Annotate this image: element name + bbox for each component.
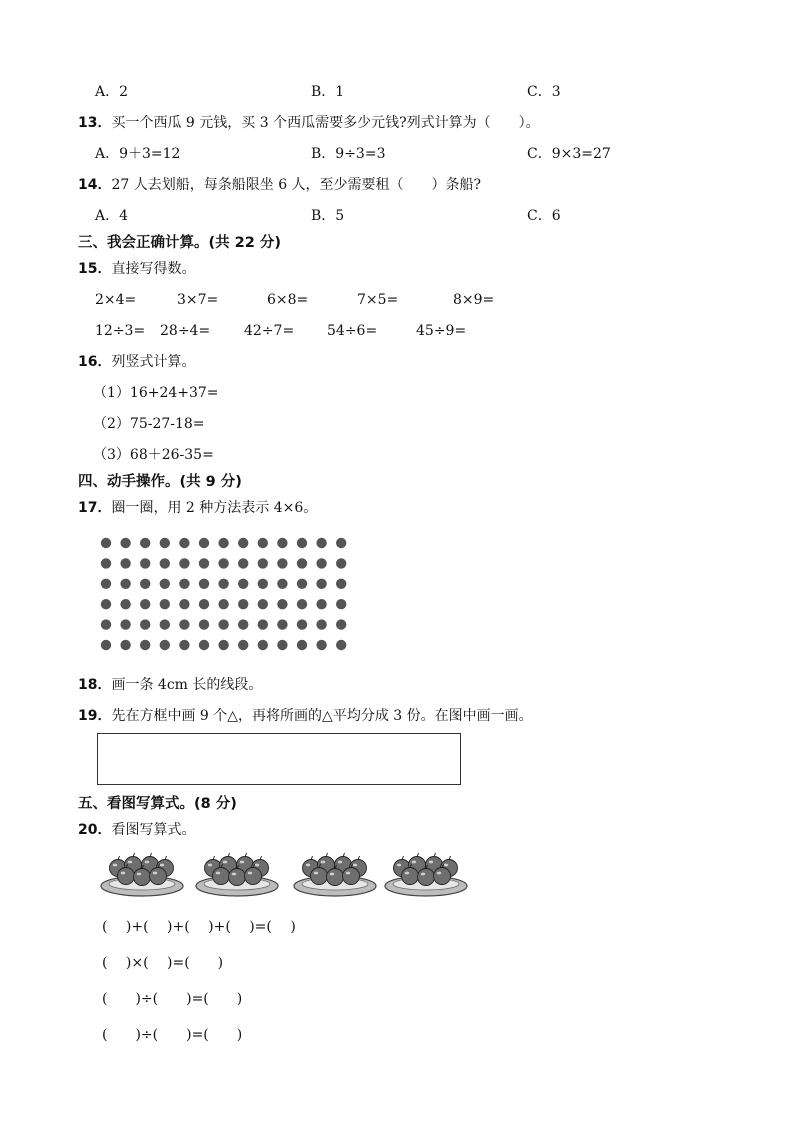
question-15 xyxy=(78,260,195,278)
dot xyxy=(277,558,287,568)
dot xyxy=(179,619,189,629)
dot xyxy=(160,619,170,629)
section-4-title: 四、动手操作。(共 9 分) xyxy=(78,474,242,490)
dot xyxy=(336,579,346,589)
dot xyxy=(297,579,307,589)
dot xyxy=(238,619,248,629)
dot xyxy=(101,558,111,568)
dot xyxy=(218,579,228,589)
dot xyxy=(199,538,209,548)
dot xyxy=(277,538,287,548)
dot xyxy=(179,599,189,609)
question-number: 14． xyxy=(78,177,112,193)
dot xyxy=(160,579,170,589)
question-text: 画一条 4cm 长的线段。 xyxy=(111,677,263,693)
dot xyxy=(179,579,189,589)
apple-plates-figure xyxy=(100,852,480,902)
dot xyxy=(101,619,111,629)
dot xyxy=(199,619,209,629)
dot xyxy=(238,579,248,589)
calc-item: 2×4= xyxy=(95,292,137,308)
calc-item: 45÷9= xyxy=(416,323,467,339)
apple xyxy=(343,868,360,885)
dot xyxy=(336,599,346,609)
apple xyxy=(150,868,167,885)
dot xyxy=(199,579,209,589)
dot xyxy=(218,640,228,650)
apple xyxy=(434,868,451,885)
apple xyxy=(327,869,344,886)
formula-addition[interactable]: ( )+( )+( )+( )=( ) xyxy=(102,919,296,935)
calc-item: 54÷6= xyxy=(327,323,378,339)
dot xyxy=(258,640,268,650)
dot xyxy=(140,619,150,629)
q12-option-a[interactable]: A．2 xyxy=(95,84,129,100)
question-text: 圈一圈，用 2 种方法表示 4×6。 xyxy=(111,500,318,516)
apple xyxy=(213,868,230,885)
apple xyxy=(311,868,328,885)
apple xyxy=(229,869,246,886)
plate-of-apples xyxy=(101,853,183,896)
dot xyxy=(218,558,228,568)
q13-option-b[interactable]: B．9÷3=3 xyxy=(311,146,386,162)
dot xyxy=(297,640,307,650)
dot xyxy=(336,619,346,629)
dot xyxy=(218,599,228,609)
section-3-title: 三、我会正确计算。(共 22 分) xyxy=(78,235,282,251)
question-16 xyxy=(78,353,195,371)
dot xyxy=(120,579,130,589)
question-number: 18． xyxy=(78,677,112,693)
dot xyxy=(101,538,111,548)
q13-option-c[interactable]: C．9×3=27 xyxy=(527,146,611,162)
dot xyxy=(258,579,268,589)
dot xyxy=(277,599,287,609)
question-13 xyxy=(78,114,540,132)
apple xyxy=(418,869,435,886)
apple xyxy=(402,868,419,885)
dot xyxy=(120,619,130,629)
dot xyxy=(277,579,287,589)
question-number: 20． xyxy=(78,822,112,838)
drawing-box[interactable] xyxy=(97,733,461,785)
q14-option-c[interactable]: C．6 xyxy=(527,208,561,224)
dot-array-figure[interactable] xyxy=(100,535,362,655)
apple xyxy=(245,868,262,885)
dot xyxy=(120,640,130,650)
question-text: 直接写得数。 xyxy=(111,261,196,277)
vertical-calc-item: （1）16+24+37= xyxy=(93,385,219,401)
question-20 xyxy=(78,821,195,839)
dot xyxy=(297,619,307,629)
q14-option-a[interactable]: A．4 xyxy=(95,208,129,224)
question-17 xyxy=(78,499,317,517)
vertical-calc-item: （3）68＋26-35= xyxy=(93,447,214,463)
dot xyxy=(258,599,268,609)
dot xyxy=(238,558,248,568)
section-5-title: 五、看图写算式。(8 分) xyxy=(78,796,237,812)
dot xyxy=(238,640,248,650)
question-text: 列竖式计算。 xyxy=(111,354,196,370)
q12-option-b[interactable]: B．1 xyxy=(311,84,345,100)
dot xyxy=(316,640,326,650)
calc-item: 12÷3= xyxy=(95,323,146,339)
question-text: 先在方框中画 9 个△，再将所画的△平均分成 3 份。在图中画一画。 xyxy=(111,708,533,724)
dot xyxy=(199,599,209,609)
dot xyxy=(297,599,307,609)
formula-division-2[interactable]: ( )÷( )=( ) xyxy=(102,1027,243,1043)
apple xyxy=(134,869,151,886)
dot xyxy=(140,640,150,650)
dot xyxy=(316,558,326,568)
plate-of-apples xyxy=(385,853,467,896)
dot xyxy=(101,640,111,650)
formula-division-1[interactable]: ( )÷( )=( ) xyxy=(102,991,243,1007)
calc-item: 8×9= xyxy=(453,292,495,308)
question-number: 16． xyxy=(78,354,112,370)
dot xyxy=(120,599,130,609)
question-text: 买一个西瓜 9 元钱，买 3 个西瓜需要多少元钱?列式计算为（ ）。 xyxy=(111,115,540,131)
dot xyxy=(336,558,346,568)
dot xyxy=(179,538,189,548)
dot xyxy=(140,558,150,568)
question-number: 19． xyxy=(78,708,112,724)
q12-option-c[interactable]: C．3 xyxy=(527,84,561,100)
dot xyxy=(316,538,326,548)
question-number: 17． xyxy=(78,500,112,516)
dot xyxy=(160,538,170,548)
dot xyxy=(120,538,130,548)
dot xyxy=(316,599,326,609)
q13-option-a[interactable]: A．9＋3=12 xyxy=(95,146,181,162)
dot xyxy=(238,538,248,548)
dot xyxy=(179,640,189,650)
q14-option-b[interactable]: B．5 xyxy=(311,208,345,224)
dot xyxy=(316,579,326,589)
dot xyxy=(140,538,150,548)
dot xyxy=(218,538,228,548)
dot xyxy=(336,538,346,548)
calc-item: 28÷4= xyxy=(160,323,211,339)
dot xyxy=(218,619,228,629)
dot xyxy=(277,640,287,650)
dot xyxy=(101,579,111,589)
dot xyxy=(258,538,268,548)
dot xyxy=(336,640,346,650)
plate-of-apples xyxy=(294,853,376,896)
dot xyxy=(160,599,170,609)
question-18 xyxy=(78,676,262,694)
dot xyxy=(277,619,287,629)
dot xyxy=(297,558,307,568)
dot xyxy=(199,640,209,650)
question-14 xyxy=(78,176,481,194)
question-text: 看图写算式。 xyxy=(111,822,196,838)
dot xyxy=(258,558,268,568)
dot xyxy=(258,619,268,629)
dot xyxy=(199,558,209,568)
dot xyxy=(120,558,130,568)
dot xyxy=(140,599,150,609)
dot xyxy=(160,640,170,650)
dot xyxy=(238,599,248,609)
dot xyxy=(101,599,111,609)
question-number: 13． xyxy=(78,115,112,131)
dot xyxy=(140,579,150,589)
dot xyxy=(160,558,170,568)
apple xyxy=(118,868,135,885)
question-19 xyxy=(78,707,533,725)
calc-item: 6×8= xyxy=(267,292,309,308)
calc-item: 3×7= xyxy=(177,292,219,308)
dot xyxy=(297,538,307,548)
dot xyxy=(179,558,189,568)
calc-item: 42÷7= xyxy=(244,323,295,339)
calc-item: 7×5= xyxy=(357,292,399,308)
dot xyxy=(316,619,326,629)
question-text: 27 人去划船，每条船限坐 6 人，至少需要租（ ）条船? xyxy=(111,177,482,193)
question-number: 15． xyxy=(78,261,112,277)
plate-of-apples xyxy=(196,853,278,896)
formula-multiplication[interactable]: ( )×( )=( ) xyxy=(102,955,224,971)
vertical-calc-item: （2）75-27-18= xyxy=(93,416,205,432)
